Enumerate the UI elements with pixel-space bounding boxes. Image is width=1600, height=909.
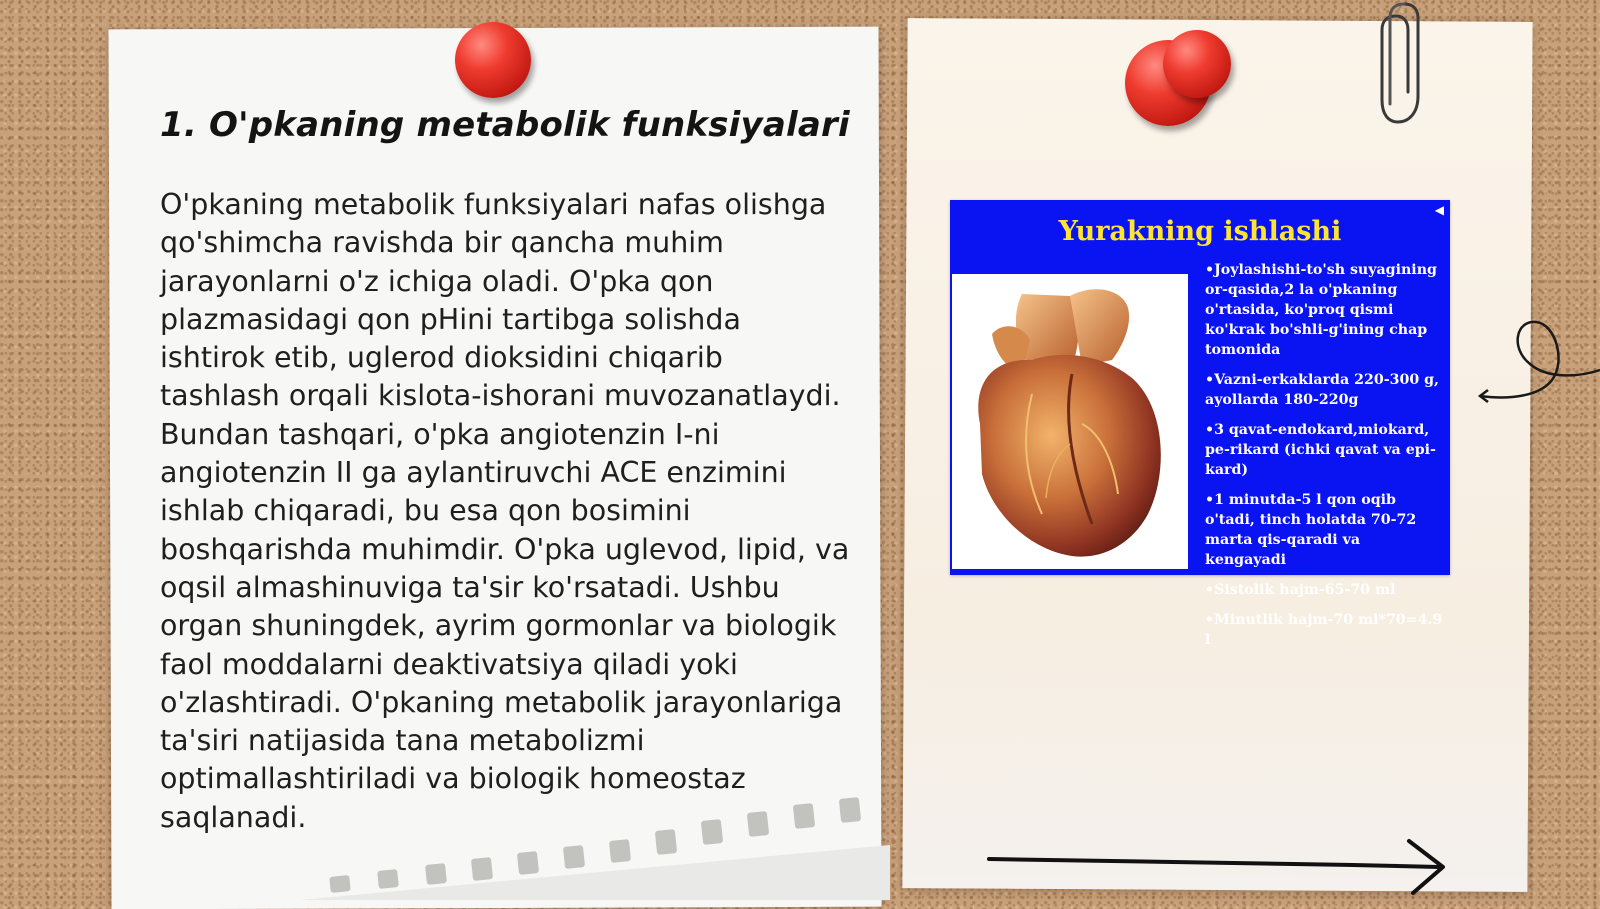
- pushpin-red-left: [455, 22, 531, 98]
- slide-bullet: •Joylashishi-to'sh suyagining or-qasida,2 la o'pkaning o'rtasida, ko'proq qismi ko'krak bo'shli-g'ining chap tomonida: [1205, 262, 1437, 358]
- torn-paper-strip: [300, 790, 890, 900]
- slide-bullet: •1 minutda-5 l qon oqib o'tadi, tinch holatda 70-72 marta qis-qaradi va kengayadi: [1205, 492, 1417, 568]
- slide-bullet: •3 qavat-endokard,miokard, pe-rikard (ichki qavat va epi-kard): [1205, 422, 1436, 478]
- section-title: 1. O'pkaning metabolik funksiyalari: [160, 105, 850, 145]
- slide-bullet: •Minutlik hajm-70 ml*70=4.9 l: [1205, 612, 1443, 648]
- slide-bullet: •Vazni-erkaklarda 220-300 g, ayollarda 180-220g: [1205, 372, 1439, 408]
- heart-illustration-icon: [952, 274, 1188, 569]
- pushpin-red-right-front: [1163, 30, 1231, 98]
- paperclip-icon: [1378, 0, 1422, 125]
- slide-title: Yurakning ishlashi: [1058, 216, 1342, 247]
- speaker-icon: ◀: [1434, 203, 1444, 217]
- body-paragraph: O'pkaning metabolik funksiyalari nafas olishga qo'shimcha ravishda bir qancha muhim jarayonlarni o'z ichiga oladi. O'pka qon plazmasidagi qon pHini tartibga solishda ishtirok etib, uglerod dioksidini chiqarib tashlash orqali kislota-ishorani muvozanatlaydi. Bundan tashqari, o'pka angiotenzin I-ni angiotenzin II ga aylantiruvchi ACE enzimini ishlab chiqaradi, bu esa qon bosimini boshqarishda muhimdir. O'pka uglevod, lipid, va oqsil almashinuviga ta'sir ko'rsatadi. Ushbu organ shuningdek, ayrim gormonlar va biologik faol moddalarni deaktivatsiya qiladi yoki o'zlashtiradi. O'pkaning metabolik jarayonlariga ta'siri natijasida tana metabolizmi optimallashtiriladi va biologik homeostaz saqlanadi.: [160, 188, 850, 834]
- slide-bullet-list: [1205, 260, 1445, 660]
- swirl-arrow-icon: [1480, 300, 1600, 420]
- slide-bullet: •Sistolik hajm-65-70 ml: [1205, 582, 1396, 598]
- heart-slide: [950, 200, 1450, 648]
- right-arrow-icon: [985, 835, 1455, 895]
